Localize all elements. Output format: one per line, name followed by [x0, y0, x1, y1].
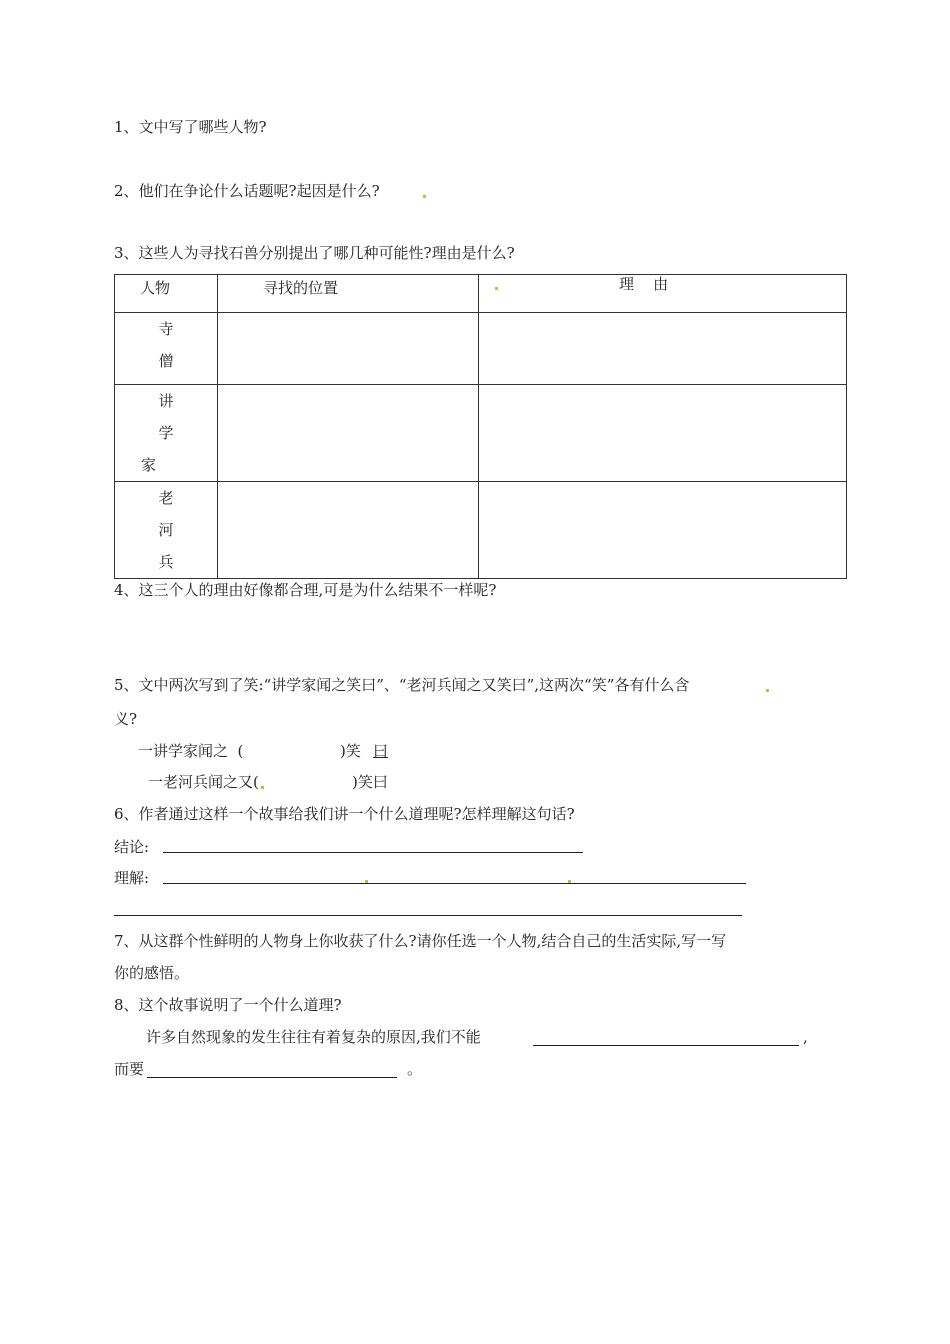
- person-name-monk: 寺 僧: [158, 320, 174, 370]
- question-1: 1、文中写了哪些人物?: [114, 118, 267, 136]
- table-row: [115, 482, 847, 579]
- reason-cell[interactable]: [479, 482, 847, 579]
- reason-cell[interactable]: [479, 313, 847, 385]
- table-header-row: [115, 275, 847, 313]
- blank-scholar-laugh[interactable]: [282, 738, 336, 762]
- person-name-scholar: 讲 学 家: [141, 392, 174, 474]
- laugh-item-scholar-prefix: 一讲学家闻之 (: [138, 742, 244, 760]
- table-row: [115, 313, 847, 385]
- q8-fill-line2-end: 。: [407, 1060, 423, 1078]
- search-table: [114, 274, 847, 579]
- reason-cell[interactable]: [479, 385, 847, 482]
- speck-mark: [365, 880, 368, 883]
- location-cell[interactable]: [218, 482, 479, 579]
- understanding-label: 理解:: [114, 869, 150, 887]
- header-person-cell: [115, 275, 218, 313]
- speck-mark: [495, 287, 498, 290]
- laugh-item-scholar-underlined: 曰: [373, 742, 389, 760]
- question-5-line2: 义?: [114, 710, 138, 728]
- header-location: 寻找的位置: [263, 279, 339, 297]
- question-7-line1: 7、从这群个性鲜明的人物身上你收获了什么?请你任选一个人物,结合自己的生活实际,写一写: [114, 932, 727, 950]
- question-5-line1: 5、文中两次写到了笑:“讲学家闻之笑曰”、“老河兵闻之又笑曰”,这两次“笑”各有什么含: [114, 676, 690, 694]
- question-2: 2、他们在争论什么话题呢?起因是什么?: [114, 182, 380, 200]
- speck-mark: [261, 786, 264, 789]
- header-person: 人物: [140, 279, 171, 297]
- laugh-item-soldier-prefix: 一老河兵闻之又(: [148, 773, 259, 791]
- location-cell[interactable]: [218, 313, 479, 385]
- conclusion-answer-line[interactable]: [163, 852, 583, 853]
- table-row: [115, 385, 847, 482]
- person-cell-soldier: [115, 482, 218, 579]
- q8-fill-line1: 许多自然现象的发生往往有着复杂的原因,我们不能: [146, 1028, 481, 1046]
- speck-mark: [568, 880, 571, 883]
- blank-soldier-laugh[interactable]: [290, 769, 346, 793]
- q8-fill-line1-end: ,: [803, 1028, 808, 1046]
- q8-blank-2[interactable]: [147, 1077, 397, 1078]
- header-reason: 理 由: [619, 275, 669, 293]
- question-6: 6、作者通过这样一个故事给我们讲一个什么道理呢?怎样理解这句话?: [114, 805, 575, 823]
- person-name-soldier: 老 河 兵: [158, 489, 174, 571]
- q8-blank-1[interactable]: [533, 1045, 799, 1046]
- understanding-answer-line[interactable]: [163, 883, 746, 884]
- speck-mark: [423, 195, 426, 198]
- laugh-item-soldier-suffix: )笑曰: [352, 773, 388, 791]
- q8-fill-line2: 而要: [114, 1060, 145, 1078]
- speck-mark: [766, 689, 769, 692]
- laugh-item-scholar-suffix: )笑: [340, 742, 361, 760]
- header-location-cell: [218, 275, 479, 313]
- person-cell-monk: [115, 313, 218, 385]
- location-cell[interactable]: [218, 385, 479, 482]
- understanding-answer-line-2[interactable]: [114, 915, 742, 916]
- question-3: 3、这些人为寻找石兽分别提出了哪几种可能性?理由是什么?: [114, 244, 515, 262]
- question-8: 8、这个故事说明了一个什么道理?: [114, 996, 342, 1014]
- question-4: 4、这三个人的理由好像都合理,可是为什么结果不一样呢?: [114, 581, 497, 599]
- conclusion-label: 结论:: [114, 838, 150, 856]
- header-reason-cell: [479, 275, 847, 313]
- person-cell-scholar: [115, 385, 218, 482]
- question-7-line2: 你的感悟。: [114, 964, 190, 982]
